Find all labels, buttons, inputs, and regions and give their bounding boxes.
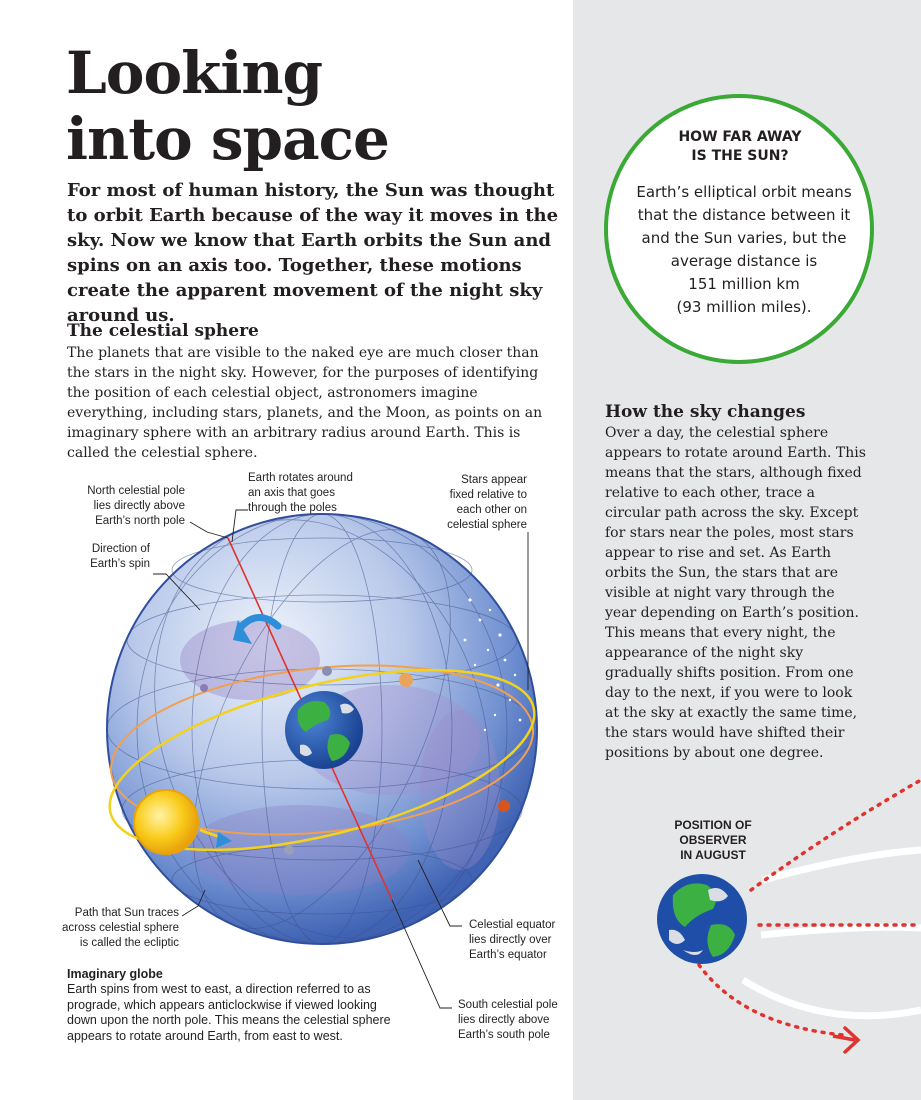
observer-label: POSITION OF OBSERVER IN AUGUST bbox=[674, 818, 752, 862]
page-title-line-2: into space bbox=[66, 105, 389, 173]
label-ecliptic: Path that Sun traces across celestial sphere is called the ecliptic bbox=[62, 907, 179, 949]
page-title-line-1: Looking bbox=[66, 39, 323, 107]
celestial-sphere-body: The planets that are visible to the naked eye are much closer than the stars in the night sky. However, for the purposes of identifying the position of each celestial object, astronomers imagine everything, including stars, planets, and the Moon, as points on an imaginary sphere with an arbitrary radius around Earth. This is called the celestial sphere. bbox=[67, 345, 543, 461]
page-title bbox=[66, 40, 389, 172]
planet-mars bbox=[498, 800, 510, 812]
earth-globe bbox=[285, 691, 363, 769]
planet-jupiter bbox=[399, 673, 413, 687]
moon bbox=[284, 845, 294, 855]
fact-body: Earth’s elliptical orbit means that the distance between it and the Sun varies, but the average distance is 151 million km (93 million miles). bbox=[636, 183, 852, 316]
sun bbox=[134, 790, 198, 854]
celestial-sphere-heading: The celestial sphere bbox=[67, 321, 259, 341]
sky-changes-heading: How the sky changes bbox=[605, 402, 806, 422]
intro-paragraph: For most of human history, the Sun was thought to orbit Earth because of the way it moves in the sky. Now we know that Earth orbits the Sun and spins on an axis too. Together, these motions create the apparent movement of the night sky around us. bbox=[67, 180, 559, 326]
observer-earth bbox=[657, 874, 747, 964]
sky-changes-body: Over a day, the celestial sphere appears to rotate around Earth. This means that the stars, although fixed relative to each other, trace a circular path across the sky. Except for stars near the poles, most stars appear to rise and set. As Earth orbits the Sun, the stars that are visible at night vary through the year depending on Earth’s position. This means that every night, the appearance of the night sky gradually shifts position. From one day to the next, if you were to look at the sky at exactly the same time, the stars would have shifted their positions by about one degree. bbox=[605, 425, 866, 761]
label-stars-fixed: Stars appear fixed relative to each other on celestial sphere bbox=[447, 474, 527, 531]
label-north-celestial-pole: North celestial pole lies directly above Earth’s north pole bbox=[87, 485, 185, 527]
label-spin-direction: Direction of Earth’s spin bbox=[90, 543, 150, 570]
label-celestial-equator: Celestial equator lies directly over Earth’s equator bbox=[469, 919, 556, 961]
caption-title: Imaginary globe bbox=[67, 967, 163, 981]
fact-title: HOW FAR AWAY IS THE SUN? bbox=[678, 129, 802, 164]
planet-small-1 bbox=[322, 666, 332, 676]
orbit-arrow bbox=[833, 1036, 855, 1040]
orbit-illustration bbox=[573, 760, 921, 1060]
label-earth-axis: Earth rotates around an axis that goes through the poles bbox=[248, 472, 353, 514]
caption-body: Earth spins from west to east, a direction referred to as prograde, which appears anticlockwise if viewed looking down upon the north pole. This means the celestial sphere appears to rotate around Earth, from east to west. bbox=[67, 982, 391, 1043]
planet-small-2 bbox=[200, 684, 208, 692]
orbit-arcs bbox=[743, 850, 921, 1016]
label-south-celestial-pole: South celestial pole lies directly above Earth’s south pole bbox=[458, 999, 558, 1041]
